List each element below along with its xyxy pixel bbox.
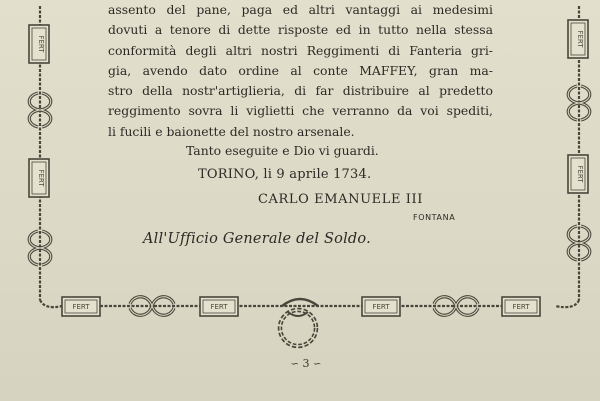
svg-text:FERT: FERT [576,165,584,183]
fert-plaque-bottom-4 [502,297,540,316]
body-line: li fucili e baionette del nostro arsenale. [108,123,355,139]
svg-text:FERT: FERT [512,303,530,311]
swash-ornament-icon: ∽ [290,359,299,370]
body-line: assento del pane, paga ed altri vantaggi ai medesimi [108,2,493,17]
fert-plaque-bottom-3 [362,297,400,316]
letter-body [108,0,493,142]
body-line: reggimento sovra li viglietti che verranno da voi spediti, [108,103,493,119]
svg-text:FERT: FERT [72,303,90,311]
svg-text:FERT: FERT [210,303,228,311]
svg-text:FERT: FERT [576,30,584,48]
fert-plaque-left-2 [29,159,49,197]
swash-ornament-icon: ∽ [313,359,322,370]
countersignature: FONTANA [413,213,456,222]
fert-plaque-bottom-1 [62,297,100,316]
svg-text:FERT: FERT [37,35,45,53]
fert-plaque-right-1 [568,20,588,58]
fert-plaque-bottom-2 [200,297,238,316]
body-line: stro della nostr'artiglieria, di far distribuire al predetto [108,83,493,99]
body-line: dovuti a tenore di dette risposte ed in tutto nella stessa [108,22,493,38]
fert-plaque-left-1 [29,25,49,63]
svg-text:FERT: FERT [372,303,390,311]
body-line: conformità degli altri nostri Reggimenti di Fanteria gri- [108,42,493,58]
fert-plaque-right-2 [568,155,588,193]
svg-text:FERT: FERT [37,169,45,187]
addressee: All'Ufficio Generale del Soldo. [143,231,371,247]
closing-formula: Tanto eseguite e Dio vi guardi. [186,143,379,158]
page-number: ∽ 3 ∽ [290,357,322,370]
signature-name: CARLO EMANUELE III [258,192,424,207]
body-line: gia, avendo dato ordine al conte MAFFEY, gran ma- [108,62,493,78]
dateline: TORINO, li 9 aprile 1734. [198,167,372,182]
